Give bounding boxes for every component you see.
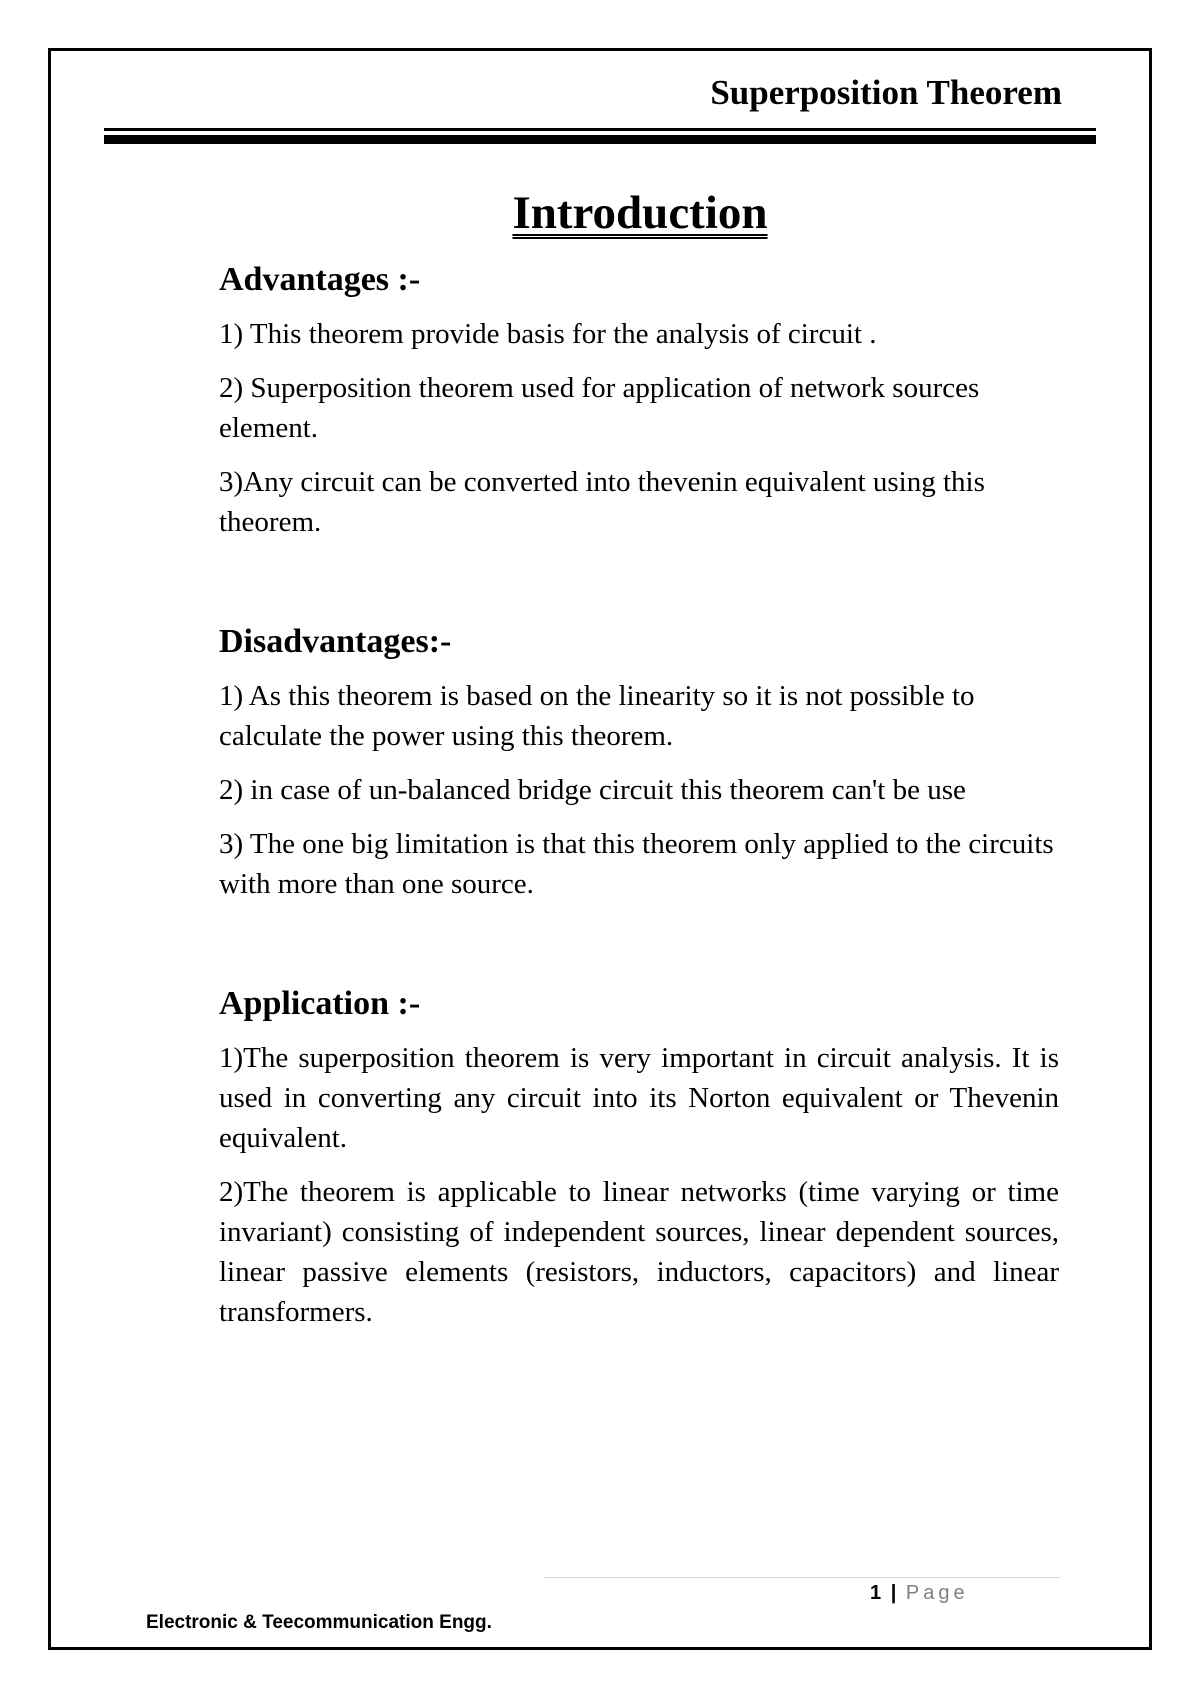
header-rule-thin (104, 128, 1096, 131)
advantage-item: 2) Superposition theorem used for application of network sources element. (219, 372, 980, 444)
page-title: Introduction (512, 187, 768, 239)
department-label: Electronic & Teecommunication Engg. (146, 1612, 492, 1633)
application-item: 1)The superposition theorem is very important in circuit analysis. It is used in converting any circuit into its Norton equivalent or Thevenin equivalent. (219, 1042, 1059, 1154)
page-separator: | (890, 1582, 897, 1604)
application-section (219, 982, 1059, 1332)
page-word: Page (905, 1582, 969, 1604)
header-title: Superposition Theorem (710, 73, 1062, 112)
disadvantage-item: 2) in case of un-balanced bridge circuit this theorem can't be use (219, 774, 966, 806)
footer-rule (544, 1577, 1060, 1578)
advantages-section (219, 258, 1059, 542)
document-body (219, 258, 1059, 1346)
page-number: 1 (870, 1582, 882, 1604)
disadvantage-item: 1) As this theorem is based on the linearity so it is not possible to calculate the power using this theorem. (219, 680, 975, 752)
section-spacer (219, 918, 1059, 982)
advantages-heading: Advantages :- (219, 261, 421, 298)
disadvantage-item: 3) The one big limitation is that this theorem only applied to the circuits with more than one source. (219, 828, 1054, 900)
disadvantages-heading: Disadvantages:- (219, 623, 452, 660)
header-rule-thick (104, 135, 1096, 144)
disadvantages-section (219, 620, 1059, 904)
application-item: 2)The theorem is applicable to linear networks (time varying or time invariant) consisting of independent sources, linear dependent sources, linear passive elements (resistors, inductors, capacitors) and linear transformers. (219, 1176, 1059, 1328)
advantage-item: 1) This theorem provide basis for the analysis of circuit . (219, 318, 877, 350)
advantage-item: 3)Any circuit can be converted into thevenin equivalent using this theorem. (219, 466, 985, 538)
page-number-label (870, 1582, 969, 1605)
section-spacer (219, 556, 1059, 620)
application-heading: Application :- (219, 985, 421, 1022)
